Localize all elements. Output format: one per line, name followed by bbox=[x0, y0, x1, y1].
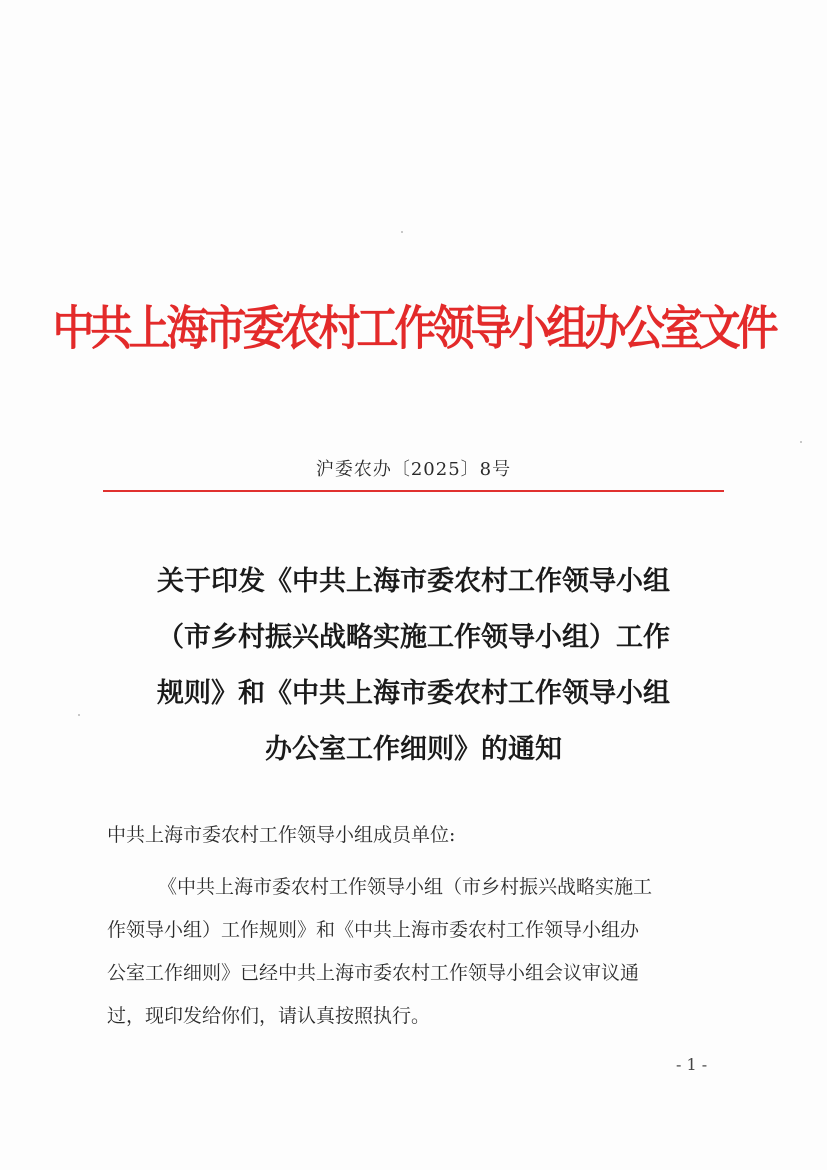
document-number: 沪委农办〔2025〕8号 bbox=[315, 459, 512, 480]
body-line: 《中共上海市委农村工作领导小组（市乡村振兴战略实施工 bbox=[158, 876, 653, 898]
scan-speck bbox=[78, 714, 80, 716]
document-title bbox=[80, 554, 747, 778]
body-line: 作领导小组）工作规则》和《中共上海市委农村工作领导小组办 bbox=[107, 919, 640, 941]
title-line: 关于印发《中共上海市委农村工作领导小组 bbox=[157, 566, 670, 597]
scan-speck bbox=[800, 441, 802, 443]
page-number: - 1 - bbox=[676, 1055, 708, 1074]
body-line: 过，现印发给你们，请认真按照执行。 bbox=[107, 1005, 431, 1027]
red-divider-line bbox=[103, 490, 724, 492]
body-line: 公室工作细则》已经中共上海市委农村工作领导小组会议审议通 bbox=[107, 962, 640, 984]
title-line: （市乡村振兴战略实施工作领导小组）工作 bbox=[157, 622, 670, 653]
addressee-line: 中共上海市委农村工作领导小组成员单位: bbox=[107, 824, 456, 846]
scan-speck bbox=[401, 231, 403, 233]
body-paragraph bbox=[107, 866, 727, 1038]
document-masthead: 中共上海市委农村工作领导小组办公室文件 bbox=[52, 300, 775, 356]
title-line: 规则》和《中共上海市委农村工作领导小组 bbox=[157, 678, 670, 709]
title-line: 办公室工作细则》的通知 bbox=[265, 734, 562, 765]
